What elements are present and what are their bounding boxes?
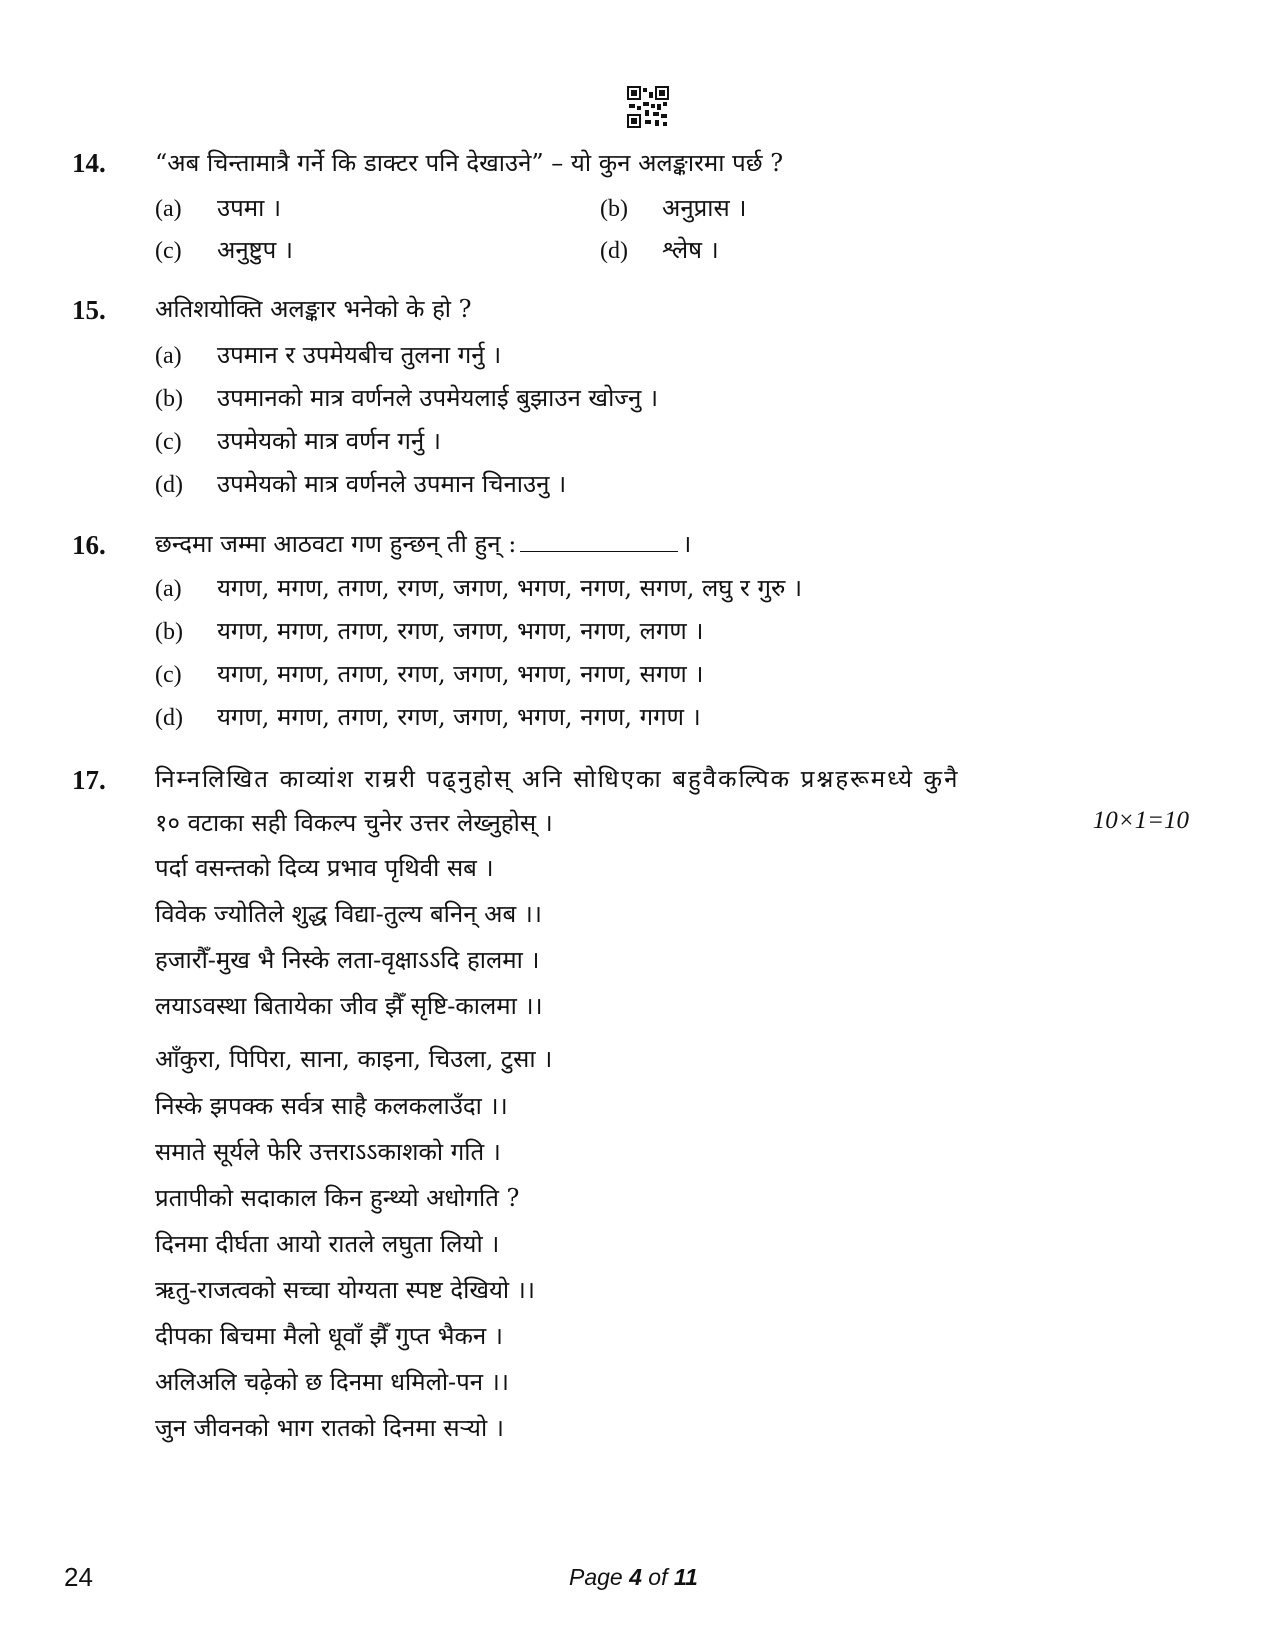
question-number: 15. — [72, 295, 106, 325]
option — [155, 571, 802, 604]
option — [155, 338, 501, 371]
poem-line: समाते सूर्यले फेरि उत्तराऽऽकाशको गति । — [155, 1138, 501, 1166]
qr-code-icon — [627, 86, 669, 128]
option-text: अनुप्रास । — [662, 194, 747, 222]
poem-line: जुन जीवनको भाग रातको दिनमा सऱ्यो । — [155, 1414, 504, 1442]
poem-line: प्रतापीको सदाकाल किन हुन्थ्यो अधोगति ? — [155, 1184, 520, 1212]
poem-line: अलिअलि चढ़ेको छ दिनमा धमिलो-पन ।। — [155, 1368, 509, 1396]
option-text: उपमेयको मात्र वर्णनले उपमान चिनाउनु । — [217, 470, 567, 498]
option-text: उपमान र उपमेयबीच तुलना गर्नु । — [217, 341, 502, 369]
poem-line: आँकुरा, पिपिरा, साना, काइना, चिउला, टुसा । — [155, 1045, 553, 1073]
page-mid: of — [641, 1564, 674, 1590]
question-text-end: । — [682, 530, 692, 558]
option — [155, 381, 658, 414]
question-text: “अब चिन्तामात्रै गर्ने कि डाक्टर पनि देखाउने” – यो कुन अलङ्कारमा पर्छ ? — [155, 149, 784, 177]
option-label: (b) — [155, 619, 183, 645]
option-text: अनुष्टुप । — [217, 236, 294, 264]
question-number: 17. — [72, 765, 106, 795]
option-text: उपमानको मात्र वर्णनले उपमेयलाई बुझाउन खोज्नु । — [217, 384, 659, 412]
answer-blank — [520, 531, 678, 552]
option-label: (d) — [155, 705, 183, 731]
option-label: (d) — [600, 238, 628, 264]
poem-line: निस्के झपक्क सर्वत्र साहै कलकलाउँदा ।। — [155, 1092, 508, 1120]
option — [600, 191, 746, 224]
option-label: (c) — [155, 238, 182, 264]
option-text: यगण, मगण, तगण, रगण, जगण, भगण, नगण, सगण । — [217, 660, 704, 688]
marks: 10×1=10 — [1092, 807, 1189, 834]
paper-code: 24 — [64, 1562, 93, 1592]
option — [155, 614, 703, 647]
poem-line: पर्दा वसन्तको दिव्य प्रभाव पृथिवी सब । — [155, 854, 494, 882]
question-text: अतिशयोक्ति अलङ्कार भनेको के हो ? — [155, 295, 472, 323]
option-text: उपमा । — [217, 194, 282, 222]
option-text: यगण, मगण, तगण, रगण, जगण, भगण, नगण, गगण । — [217, 703, 701, 731]
question-number: 16. — [72, 530, 106, 560]
option-label: (d) — [155, 472, 183, 498]
question-number: 14. — [72, 148, 106, 178]
question-text-line1: निम्नलिखित काव्यांश राम्ररी पढ्नुहोस् अनि सोधिएका बहुवैकल्पिक प्रश्नहरूमध्ये कुनै — [155, 765, 960, 793]
option-label: (a) — [155, 576, 182, 602]
option — [155, 467, 566, 500]
option-text: उपमेयको मात्र वर्णन गर्नु । — [217, 427, 441, 455]
option — [155, 191, 281, 224]
option — [600, 233, 719, 266]
option-text: श्लेष । — [662, 236, 719, 264]
poem-line: हजारौँ-मुख भै निस्के लता-वृक्षाऽऽदि हालमा । — [155, 946, 540, 974]
option-label: (c) — [155, 662, 182, 688]
question-text — [155, 527, 691, 560]
option — [155, 233, 293, 266]
option-text: यगण, मगण, तगण, रगण, जगण, भगण, नगण, लगण । — [217, 617, 704, 645]
option-label: (b) — [600, 196, 628, 222]
page-total: 11 — [673, 1564, 698, 1590]
question-text-line2: १० वटाका सही विकल्प चुनेर उत्तर लेख्नुहोस् । — [155, 809, 553, 837]
option-label: (b) — [155, 386, 183, 412]
question-text-main: छन्दमा जम्मा आठवटा गण हुन्छन् ती हुन् : — [155, 530, 517, 558]
page-prefix: Page — [569, 1564, 630, 1590]
option — [155, 424, 441, 457]
poem-line: लयाऽवस्था बितायेका जीव झैँ सृष्टि-कालमा ।। — [155, 992, 543, 1020]
poem-line: दिनमा दीर्घता आयो रातले लघुता लियो । — [155, 1230, 500, 1258]
option — [155, 657, 703, 690]
poem-line: विवेक ज्योतिले शुद्ध विद्या-तुल्य बनिन् अब ।। — [155, 900, 543, 928]
poem-line: दीपका बिचमा मैलो धूवाँ झैँ गुप्त भैकन । — [155, 1322, 503, 1350]
page-indicator — [569, 1564, 698, 1591]
page-current: 4 — [629, 1564, 642, 1590]
option — [155, 700, 701, 733]
poem-line: ऋतु-राजत्वको सच्चा योग्यता स्पष्ट देखियो ।। — [155, 1276, 535, 1304]
option-text: यगण, मगण, तगण, रगण, जगण, भगण, नगण, सगण, लघु र गुरु । — [217, 574, 803, 602]
option-label: (a) — [155, 196, 182, 222]
option-label: (a) — [155, 343, 182, 369]
option-label: (c) — [155, 429, 182, 455]
